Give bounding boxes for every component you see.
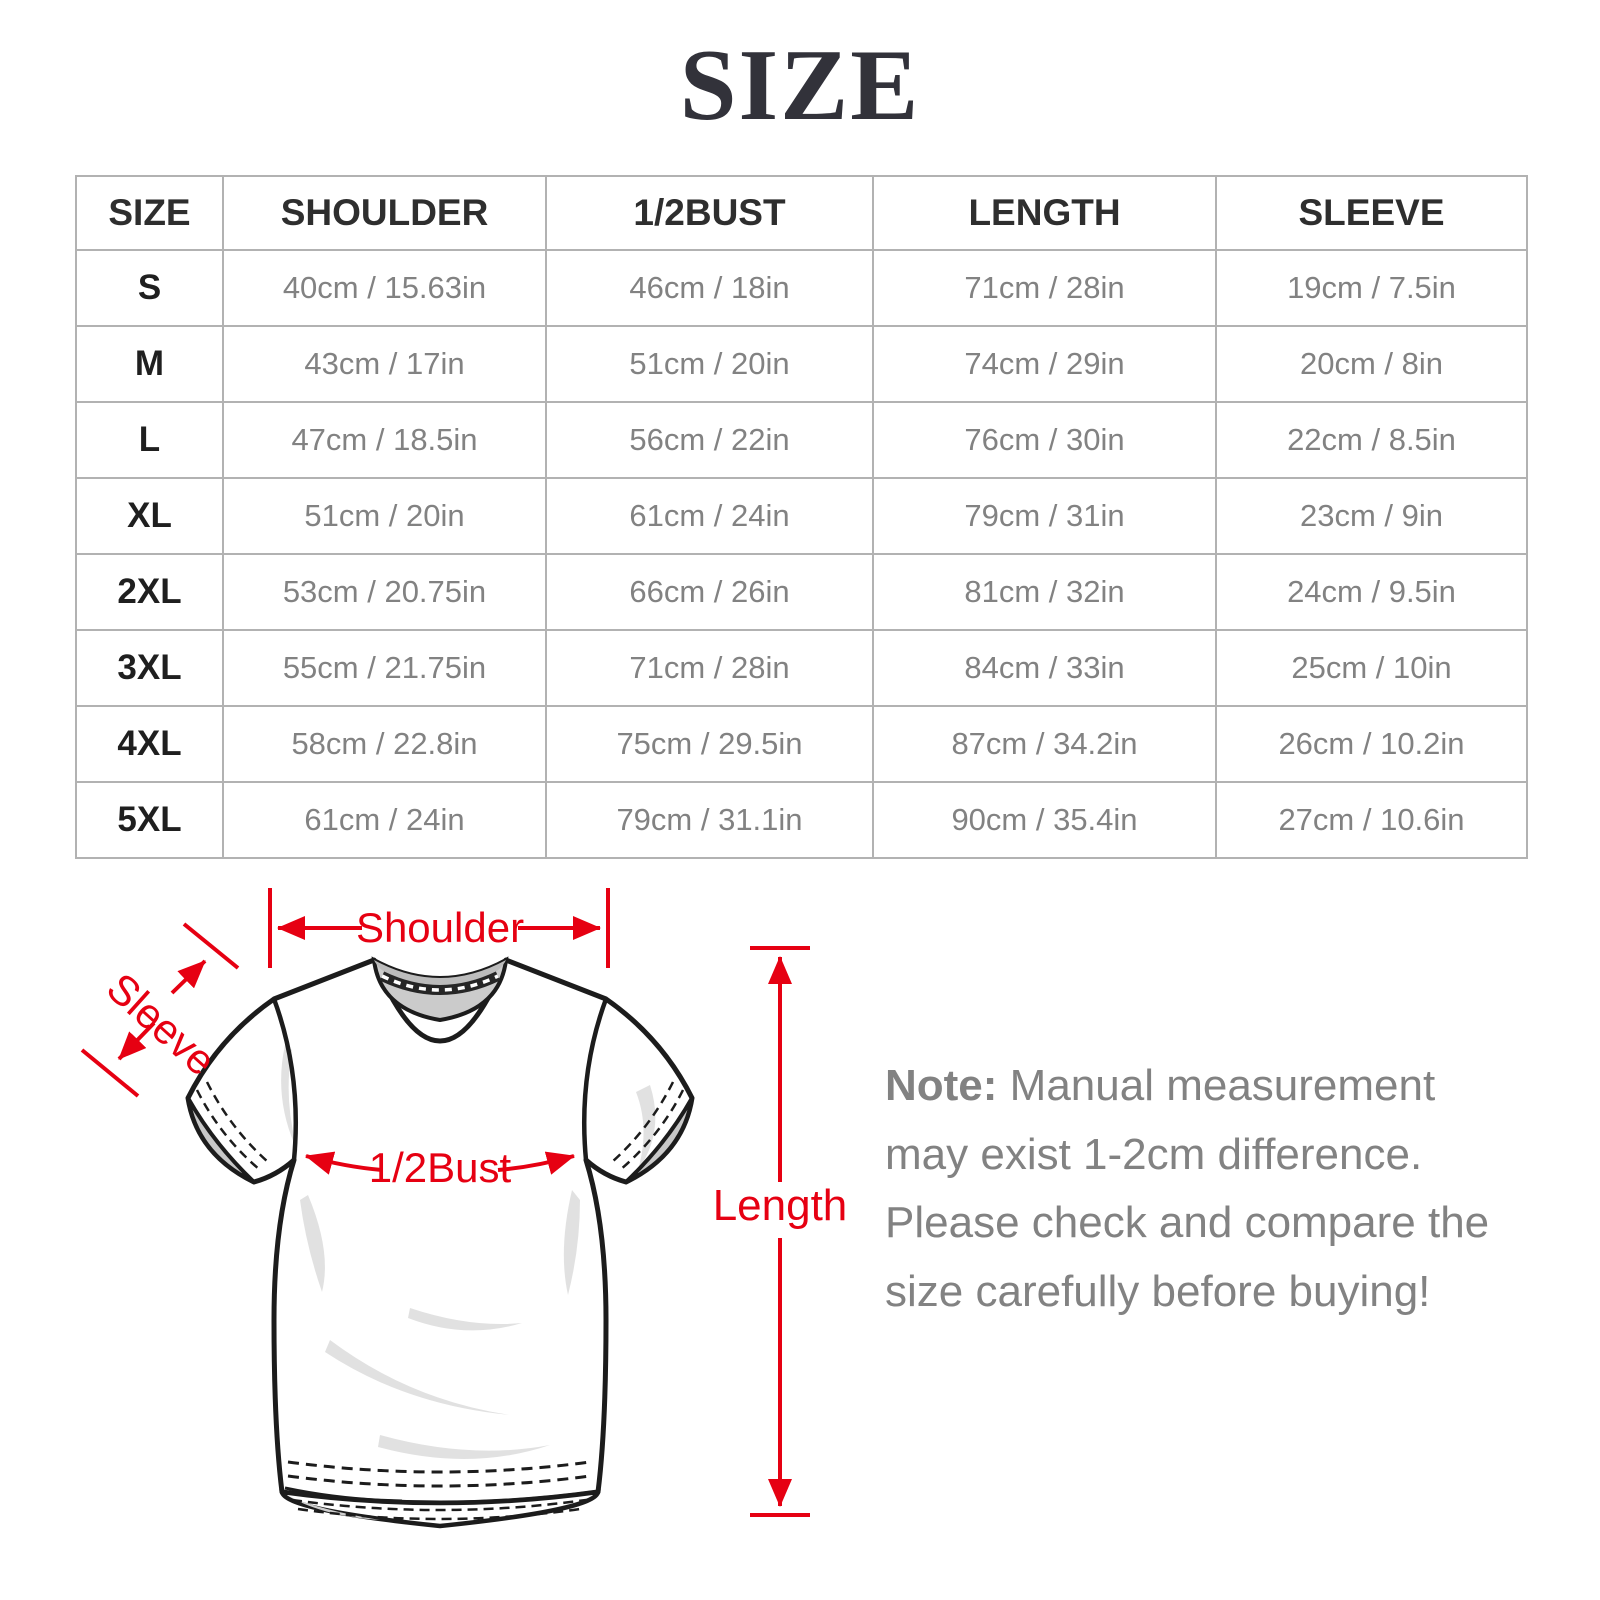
sleeve-cell: 19cm / 7.5in [1216,250,1527,326]
length-cell: 84cm / 33in [873,630,1216,706]
row-label: 5XL [76,782,223,858]
row-label: L [76,402,223,478]
header-sleeve: SLEEVE [1216,176,1527,250]
tshirt-body-outline [188,960,692,1503]
sleeve-label: Sleeve [97,963,225,1085]
sleeve-cell: 27cm / 10.6in [1216,782,1527,858]
size-table [75,175,1528,859]
note-text: Manual measurement may exist 1-2cm difference. Please check and compare the size carefully before buying! [885,1061,1490,1316]
length-annotation [713,948,848,1515]
measurement-note [885,1052,1491,1327]
shoulder-cell: 55cm / 21.75in [223,630,546,706]
half-bust-cell: 79cm / 31.1in [546,782,873,858]
shoulder-cell: 61cm / 24in [223,782,546,858]
half-bust-label: 1/2Bust [368,1144,512,1191]
length-cell: 81cm / 32in [873,554,1216,630]
length-cell: 71cm / 28in [873,250,1216,326]
half-bust-cell: 75cm / 29.5in [546,706,873,782]
shoulder-cell: 43cm / 17in [223,326,546,402]
table-row [76,478,1527,554]
table-row [76,250,1527,326]
length-cell: 90cm / 35.4in [873,782,1216,858]
length-cell: 74cm / 29in [873,326,1216,402]
sleeve-cell: 23cm / 9in [1216,478,1527,554]
note-label: Note: [885,1061,998,1110]
header-size: SIZE [76,176,223,250]
row-label: 4XL [76,706,223,782]
length-cell: 79cm / 31in [873,478,1216,554]
table-row [76,326,1527,402]
half-bust-cell: 61cm / 24in [546,478,873,554]
tshirt-measurement-diagram [80,860,880,1590]
shoulder-label: Shoulder [355,904,525,951]
shoulder-cell: 51cm / 20in [223,478,546,554]
row-label: M [76,326,223,402]
sleeve-cell: 26cm / 10.2in [1216,706,1527,782]
table-row [76,630,1527,706]
table-row [76,554,1527,630]
shoulder-cell: 40cm / 15.63in [223,250,546,326]
half-bust-cell: 66cm / 26in [546,554,873,630]
header-length: LENGTH [873,176,1216,250]
table-row [76,706,1527,782]
table-row [76,782,1527,858]
row-label: S [76,250,223,326]
half-bust-cell: 71cm / 28in [546,630,873,706]
half-bust-cell: 51cm / 20in [546,326,873,402]
sleeve-upper-tick [184,924,238,968]
half-bust-cell: 56cm / 22in [546,402,873,478]
row-label: 2XL [76,554,223,630]
length-cell: 76cm / 30in [873,402,1216,478]
shoulder-cell: 58cm / 22.8in [223,706,546,782]
length-cell: 87cm / 34.2in [873,706,1216,782]
sleeve-cell: 22cm / 8.5in [1216,402,1527,478]
header-shoulder: SHOULDER [223,176,546,250]
header-half-bust: 1/2BUST [546,176,873,250]
shoulder-cell: 53cm / 20.75in [223,554,546,630]
page-title: SIZE [679,29,921,142]
sleeve-cell: 25cm / 10in [1216,630,1527,706]
tshirt-illustration [188,960,692,1526]
shoulder-annotation [270,888,608,968]
table-header-row [76,176,1527,250]
row-label: XL [76,478,223,554]
length-label: Length [712,1181,848,1230]
sleeve-upper-arrow [172,961,205,993]
table-row [76,402,1527,478]
sleeve-cell: 20cm / 8in [1216,326,1527,402]
shoulder-cell: 47cm / 18.5in [223,402,546,478]
half-bust-cell: 46cm / 18in [546,250,873,326]
sleeve-cell: 24cm / 9.5in [1216,554,1527,630]
sleeve-lower-tick [82,1050,138,1096]
row-label: 3XL [76,630,223,706]
